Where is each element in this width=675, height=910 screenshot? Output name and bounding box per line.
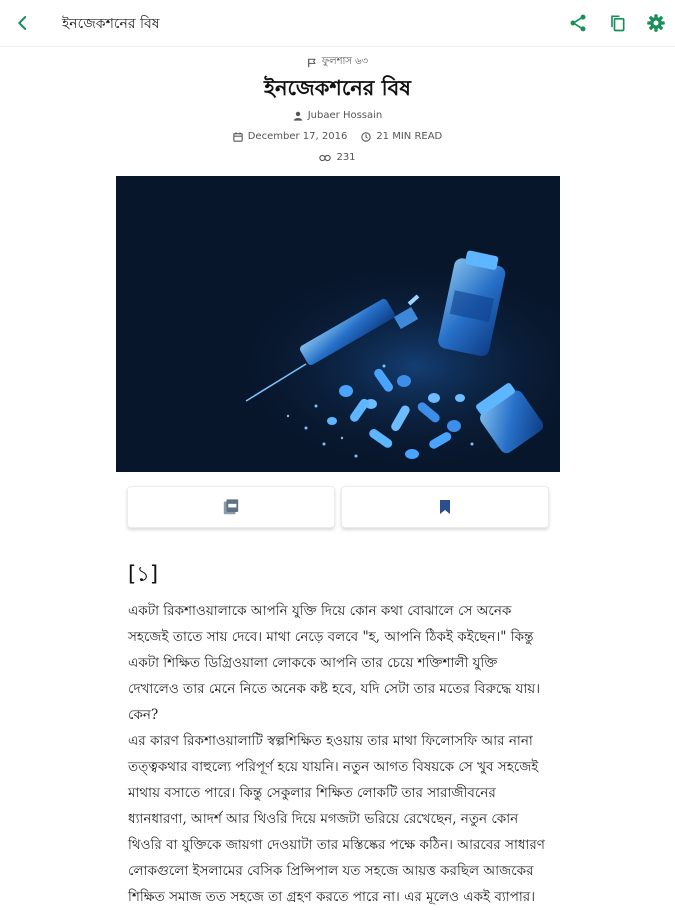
author-name[interactable]: Jubaer Hossain	[307, 110, 383, 121]
paragraph-2: এর কারণ রিকশাওয়ালাটি স্বল্পশিক্ষিত হওয়ায় তার মাথা ফিলোসফি আর নানা তত্ত্বকথার বাহুল্যে পরিপূর্ণ হয়ে যায়নি। নতুন আগত বিষয়কে সে খুব সহজেই মাথায় বসাতে পারে। কিন্তু সেকুলার শিক্ষিত লোকটি তার সারাজীবনের ধ্যানধারণা, আদর্শ আর থিওরি দিয়ে মগজটা ভরিয়ে রেখেছেন, নতুন কোন থিওরি বা যুক্তিকে জায়গা দেওয়াটা তার মস্তিষ্কের পক্ষে কঠিন। আরবের সাধারণ লোকগুলো ইসলামের বেসিক প্রিন্সিপাল যত সহজে আয়ত্ত করছিল আজকের শিক্ষিত সমাজ তত সহজে তা গ্রহণ করতে পারে না। এর মূলেও একই ব্যাপার।	[128, 733, 545, 905]
copy-button[interactable]	[600, 6, 634, 40]
back-button[interactable]	[4, 4, 42, 42]
date-line	[0, 131, 675, 142]
bookmark-button[interactable]	[341, 486, 549, 528]
section-number: [১]	[128, 562, 159, 586]
share-icon	[568, 13, 588, 33]
clock-icon	[361, 132, 371, 142]
app-bar	[0, 0, 675, 47]
gear-icon	[646, 13, 666, 33]
pdf-button[interactable]	[127, 486, 335, 528]
calendar-icon	[233, 132, 243, 142]
bookmark-icon	[438, 499, 452, 515]
category-label[interactable]: ফুলশাস ৬৩	[321, 56, 369, 67]
hero-image	[116, 176, 560, 472]
category-line	[0, 54, 675, 71]
copy-icon	[607, 13, 627, 33]
article-title: ইনজেকশনের বিষ	[264, 76, 411, 100]
settings-button[interactable]	[639, 6, 673, 40]
views-line	[0, 152, 675, 163]
view-count: 231	[336, 152, 356, 163]
person-icon	[293, 111, 303, 121]
paragraph-1: একটা রিকশাওয়ালাকে আপনি যুক্তি দিয়ে কোন কথা বোঝালে সে অনেক সহজেই তাতে সায় দেবে। মাথা নেড়ে বলবে "হ, আপনি ঠিকই কইছেন।" কিন্তু একটা শিক্ষিত ডিগ্রিওয়ালা লোককে আপনি তার চেয়ে শক্তিশালী যুক্তি দেখালেও তার মেনে নিতে অনেক কষ্ট হবে, যদি সেটা তার মতের বিরুদ্ধে যায়। কেন?	[128, 603, 541, 723]
pdf-icon	[222, 498, 240, 516]
arrow-left-icon	[14, 14, 32, 32]
share-button[interactable]	[561, 6, 595, 40]
flag-icon	[307, 58, 317, 68]
views-icon	[319, 153, 331, 163]
author-line	[0, 110, 675, 121]
publish-date: December 17, 2016	[247, 131, 348, 142]
app-bar-title: ইনজেকশনের বিষ	[62, 16, 160, 32]
read-time: 21 MIN READ	[376, 131, 443, 142]
